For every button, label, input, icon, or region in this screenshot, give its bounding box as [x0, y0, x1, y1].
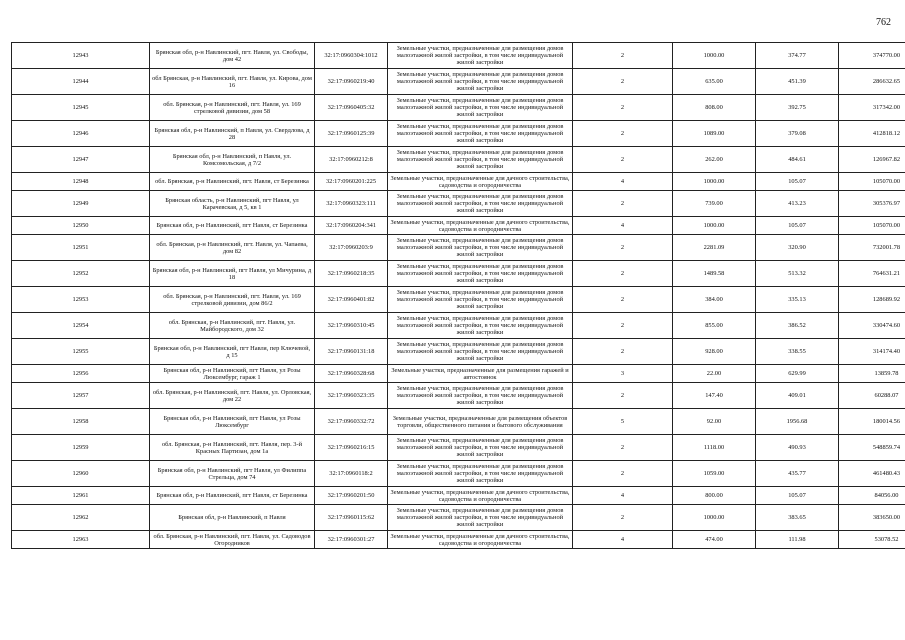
cell-land-use: Земельные участки, предназначенные для дачного строительства, садоводства и огородничества [388, 487, 573, 505]
cell-group-number: 2 [573, 69, 673, 95]
cell-group-number: 2 [573, 121, 673, 147]
cell-address: обл. Брянская, р-н Навлинский, пгт. Навля, ул. Майбородского, дом 32 [150, 313, 315, 339]
cell-group-number: 2 [573, 43, 673, 69]
cell-land-use: Земельные участки, предназначенные для дачного строительства, садоводства и огородничества [388, 217, 573, 235]
cell-record-number: 12962 [12, 505, 150, 531]
cell-land-use: Земельные участки, предназначенные для размещения домов малоэтажной жилой застройки, в том числе индивидуальной жилой застройки [388, 235, 573, 261]
cell-address: Брянская обл, р-н Навлинский, пгт Навля, ул Филиппа Стрельца, дом 74 [150, 461, 315, 487]
cell-cadastral-value: 548859.74 [839, 435, 905, 461]
cell-group-number: 2 [573, 287, 673, 313]
cell-area: 855.00 [673, 313, 756, 339]
cell-address: Брянская обл, р-н Навлинский, пгт Навля, ул Мичурина, д 18 [150, 261, 315, 287]
cell-address: обл. Брянская, р-н Навлинский, пгт. Навля, ул. Чапаева, дом 82 [150, 235, 315, 261]
cell-cadastral-value: 60288.07 [839, 383, 905, 409]
table-body [12, 43, 905, 549]
cell-land-use: Земельные участки, предназначенные для размещения домов малоэтажной жилой застройки, в том числе индивидуальной жилой застройки [388, 69, 573, 95]
cell-group-number: 2 [573, 261, 673, 287]
cell-cadastral-number: 32:17:0960216:15 [315, 435, 388, 461]
cell-specific-value: 338.55 [756, 339, 839, 365]
page-number: 762 [876, 17, 891, 28]
cell-cadastral-number: 32:17:0960323:35 [315, 383, 388, 409]
cell-specific-value: 392.75 [756, 95, 839, 121]
cell-cadastral-number: 32:17:0960201:225 [315, 173, 388, 191]
cell-record-number: 12946 [12, 121, 150, 147]
cell-cadastral-number: 32:17:0960203:9 [315, 235, 388, 261]
cell-record-number: 12947 [12, 147, 150, 173]
cell-group-number: 2 [573, 383, 673, 409]
table-row [12, 173, 905, 191]
cell-group-number: 2 [573, 95, 673, 121]
cell-land-use: Земельные участки, предназначенные для размещения домов малоэтажной жилой застройки, в том числе индивидуальной жилой застройки [388, 339, 573, 365]
cell-cadastral-value: 412818.12 [839, 121, 905, 147]
cell-specific-value: 435.77 [756, 461, 839, 487]
cell-group-number: 3 [573, 365, 673, 383]
cell-group-number: 5 [573, 409, 673, 435]
table-row [12, 191, 905, 217]
cell-cadastral-value: 286632.65 [839, 69, 905, 95]
cell-cadastral-number: 32:17:0960323:111 [315, 191, 388, 217]
cell-cadastral-number: 32:17:0960401:82 [315, 287, 388, 313]
cell-specific-value: 111.98 [756, 531, 839, 549]
cell-area: 1000.00 [673, 505, 756, 531]
table-row [12, 531, 905, 549]
cell-record-number: 12955 [12, 339, 150, 365]
cell-area: 474.00 [673, 531, 756, 549]
cell-group-number: 4 [573, 531, 673, 549]
cell-cadastral-number: 32:17:0960328:68 [315, 365, 388, 383]
cell-record-number: 12943 [12, 43, 150, 69]
cell-record-number: 12950 [12, 217, 150, 235]
cell-address: Брянская обл, р-н Навлинский, п Навля, ул. Комсомольская, д 7/2 [150, 147, 315, 173]
cell-area: 384.00 [673, 287, 756, 313]
table-row [12, 121, 905, 147]
cell-land-use: Земельные участки, предназначенные для размещения домов малоэтажной жилой застройки, в том числе индивидуальной жилой застройки [388, 435, 573, 461]
table-row [12, 235, 905, 261]
cell-address: обл. Брянская, р-н Навлинский, пгт. Навля, ул. 169 стрелковой дивизии, дом 86/2 [150, 287, 315, 313]
cell-area: 1000.00 [673, 217, 756, 235]
cell-cadastral-number: 32:17:0960219:40 [315, 69, 388, 95]
cell-specific-value: 374.77 [756, 43, 839, 69]
cell-record-number: 12963 [12, 531, 150, 549]
cell-group-number: 2 [573, 235, 673, 261]
cell-cadastral-number: 32:17:0960405:32 [315, 95, 388, 121]
cell-area: 808.00 [673, 95, 756, 121]
cell-record-number: 12957 [12, 383, 150, 409]
cell-land-use: Земельные участки, предназначенные для размещения домов малоэтажной жилой застройки, в том числе индивидуальной жилой застройки [388, 383, 573, 409]
cell-cadastral-number: 32:17:0960118:2 [315, 461, 388, 487]
cell-specific-value: 490.93 [756, 435, 839, 461]
cell-specific-value: 413.23 [756, 191, 839, 217]
cell-cadastral-value: 126967.82 [839, 147, 905, 173]
cell-area: 739.00 [673, 191, 756, 217]
table-row [12, 69, 905, 95]
cell-area: 262.00 [673, 147, 756, 173]
cell-group-number: 2 [573, 191, 673, 217]
cell-record-number: 12956 [12, 365, 150, 383]
cell-address: обл Брянская, р-н Навлинский, пгт. Навля, ул. Кирова, дом 16 [150, 69, 315, 95]
cell-address: Брянская область, р-н Навлинский, пгт Навля, ул Карачевская, д 5, кв 1 [150, 191, 315, 217]
cell-specific-value: 451.39 [756, 69, 839, 95]
cell-area: 22.00 [673, 365, 756, 383]
cell-group-number: 4 [573, 217, 673, 235]
cell-area: 92.00 [673, 409, 756, 435]
cell-cadastral-value: 13859.78 [839, 365, 905, 383]
cell-cadastral-number: 32:17:0960218:35 [315, 261, 388, 287]
cell-record-number: 12960 [12, 461, 150, 487]
cell-specific-value: 484.61 [756, 147, 839, 173]
table-row [12, 147, 905, 173]
cell-group-number: 2 [573, 147, 673, 173]
cell-specific-value: 409.01 [756, 383, 839, 409]
cell-cadastral-number: 32:17:0960204:341 [315, 217, 388, 235]
cell-group-number: 2 [573, 505, 673, 531]
cell-cadastral-value: 84056.00 [839, 487, 905, 505]
cell-address: Брянская обл, р-н Навлинский, пгт Навля, ст Березинка [150, 487, 315, 505]
cadastral-value-table [11, 42, 905, 549]
cell-cadastral-number: 32:17:0960115:62 [315, 505, 388, 531]
cell-cadastral-value: 374770.00 [839, 43, 905, 69]
cell-specific-value: 629.99 [756, 365, 839, 383]
cell-record-number: 12945 [12, 95, 150, 121]
table-row [12, 435, 905, 461]
cell-cadastral-value: 383650.00 [839, 505, 905, 531]
cell-cadastral-value: 105070.00 [839, 217, 905, 235]
cell-area: 1000.00 [673, 173, 756, 191]
cell-land-use: Земельные участки, предназначенные для размещения домов малоэтажной жилой застройки, в том числе индивидуальной жилой застройки [388, 461, 573, 487]
cell-group-number: 4 [573, 487, 673, 505]
cell-land-use: Земельные участки, предназначенные для размещения домов малоэтажной жилой застройки, в том числе индивидуальной жилой застройки [388, 121, 573, 147]
cell-specific-value: 1956.68 [756, 409, 839, 435]
cell-cadastral-value: 317342.00 [839, 95, 905, 121]
cell-record-number: 12944 [12, 69, 150, 95]
cell-record-number: 12961 [12, 487, 150, 505]
cell-area: 1059.00 [673, 461, 756, 487]
cell-address: Брянская обл, р-н Навлинский, п Навля [150, 505, 315, 531]
cell-cadastral-value: 461480.43 [839, 461, 905, 487]
cell-address: Брянская обл, р-н Навлинский, пгт Навля, ул Розы Люксембург, гараж 1 [150, 365, 315, 383]
cell-address: Брянская обл, р-н Навлинский, пгт Навля, пер Ключевой, д 15 [150, 339, 315, 365]
cell-group-number: 2 [573, 461, 673, 487]
cell-cadastral-value: 732001.78 [839, 235, 905, 261]
cell-area: 1000.00 [673, 43, 756, 69]
cell-specific-value: 335.13 [756, 287, 839, 313]
cell-record-number: 12959 [12, 435, 150, 461]
cell-cadastral-number: 32:17:0960332:72 [315, 409, 388, 435]
table-row [12, 287, 905, 313]
cell-specific-value: 386.52 [756, 313, 839, 339]
cell-group-number: 2 [573, 435, 673, 461]
cell-cadastral-number: 32:17:0960212:8 [315, 147, 388, 173]
cell-cadastral-number: 32:17:0960310:45 [315, 313, 388, 339]
table-row [12, 339, 905, 365]
cell-cadastral-value: 305376.97 [839, 191, 905, 217]
cell-land-use: Земельные участки, предназначенные для размещения домов малоэтажной жилой застройки, в том числе индивидуальной жилой застройки [388, 505, 573, 531]
cell-area: 2281.09 [673, 235, 756, 261]
cell-cadastral-value: 53078.52 [839, 531, 905, 549]
cell-address: Брянская обл, р-н Навлинский, п Навля, ул. Свердлова, д 28 [150, 121, 315, 147]
cell-record-number: 12949 [12, 191, 150, 217]
cell-land-use: Земельные участки, предназначенные для размещения домов малоэтажной жилой застройки, в том числе индивидуальной жилой застройки [388, 261, 573, 287]
cell-cadastral-number: 32:17:0960301:27 [315, 531, 388, 549]
cell-area: 1118.00 [673, 435, 756, 461]
cell-cadastral-number: 32:17:0960131:18 [315, 339, 388, 365]
cell-area: 800.00 [673, 487, 756, 505]
cell-area: 1089.00 [673, 121, 756, 147]
cell-cadastral-value: 180014.56 [839, 409, 905, 435]
cell-cadastral-value: 330474.60 [839, 313, 905, 339]
cell-area: 1489.58 [673, 261, 756, 287]
table-row [12, 43, 905, 69]
cell-group-number: 2 [573, 313, 673, 339]
cell-record-number: 12958 [12, 409, 150, 435]
cell-record-number: 12954 [12, 313, 150, 339]
table-row [12, 383, 905, 409]
table-row [12, 505, 905, 531]
table-row [12, 95, 905, 121]
table-row [12, 461, 905, 487]
cell-record-number: 12953 [12, 287, 150, 313]
table-row [12, 487, 905, 505]
cell-address: Брянская обл, р-н Навлинский, пгт Навля, ст Березинка [150, 217, 315, 235]
cell-specific-value: 513.32 [756, 261, 839, 287]
table-row [12, 313, 905, 339]
cell-cadastral-value: 105070.00 [839, 173, 905, 191]
cell-area: 635.00 [673, 69, 756, 95]
cell-specific-value: 105.07 [756, 173, 839, 191]
cell-cadastral-number: 32:17:0960201:50 [315, 487, 388, 505]
cell-specific-value: 383.65 [756, 505, 839, 531]
cell-group-number: 2 [573, 339, 673, 365]
cell-area: 147.40 [673, 383, 756, 409]
cell-specific-value: 379.08 [756, 121, 839, 147]
cell-land-use: Земельные участки, предназначенные для размещения домов малоэтажной жилой застройки, в том числе индивидуальной жилой застройки [388, 147, 573, 173]
cell-land-use: Земельные участки, предназначенные для размещения домов малоэтажной жилой застройки, в том числе индивидуальной жилой застройки [388, 313, 573, 339]
table-row [12, 409, 905, 435]
table-row [12, 365, 905, 383]
cell-record-number: 12951 [12, 235, 150, 261]
table-row [12, 217, 905, 235]
cell-record-number: 12948 [12, 173, 150, 191]
cell-land-use: Земельные участки, предназначенные для размещения объектов торговли, общественного питания и бытового обслуживания [388, 409, 573, 435]
cell-address: обл. Брянская, р-н Навлинский, пгт. Навля, ст Березинка [150, 173, 315, 191]
cell-group-number: 4 [573, 173, 673, 191]
cell-address: Брянская обл, р-н Навлинский, пгт. Навля, ул. Свободы, дом 42 [150, 43, 315, 69]
cell-cadastral-number: 32:17:0960304:1012 [315, 43, 388, 69]
table-row [12, 261, 905, 287]
cell-land-use: Земельные участки, предназначенные для размещения гаражей и автостоянок [388, 365, 573, 383]
cell-land-use: Земельные участки, предназначенные для размещения домов малоэтажной жилой застройки, в том числе индивидуальной жилой застройки [388, 287, 573, 313]
cell-land-use: Земельные участки, предназначенные для размещения домов малоэтажной жилой застройки, в том числе индивидуальной жилой застройки [388, 191, 573, 217]
cell-address: обл. Брянская, р-н Навлинский, пгт. Навля, ул. Орловская, дом 22 [150, 383, 315, 409]
cell-area: 928.00 [673, 339, 756, 365]
cell-address: обл. Брянская, р-н Навлинский, пгт. Навля, ул. Садоводов Огородников [150, 531, 315, 549]
cell-cadastral-value: 314174.40 [839, 339, 905, 365]
cell-cadastral-value: 764631.21 [839, 261, 905, 287]
cell-specific-value: 105.07 [756, 487, 839, 505]
cell-land-use: Земельные участки, предназначенные для дачного строительства, садоводства и огородничества [388, 531, 573, 549]
cell-address: обл. Брянская, р-н Навлинский, пгт. Навля, ул. 169 стрелковой дивизии, дом 58 [150, 95, 315, 121]
cell-specific-value: 320.90 [756, 235, 839, 261]
cell-land-use: Земельные участки, предназначенные для размещения домов малоэтажной жилой застройки, в том числе индивидуальной жилой застройки [388, 95, 573, 121]
cell-land-use: Земельные участки, предназначенные для размещения домов малоэтажной жилой застройки, в том числе индивидуальной жилой застройки [388, 43, 573, 69]
cell-specific-value: 105.07 [756, 217, 839, 235]
cell-land-use: Земельные участки, предназначенные для дачного строительства, садоводства и огородничества [388, 173, 573, 191]
cell-address: Брянская обл, р-н Навлинский, пгт Навля, ул Розы Люксембург [150, 409, 315, 435]
cell-record-number: 12952 [12, 261, 150, 287]
cell-cadastral-number: 32:17:0960125:39 [315, 121, 388, 147]
cell-address: обл. Брянская, р-н Навлинский, пгт. Навля, пер. 3-й Красных Партизан, дом 1а [150, 435, 315, 461]
cell-cadastral-value: 128689.92 [839, 287, 905, 313]
